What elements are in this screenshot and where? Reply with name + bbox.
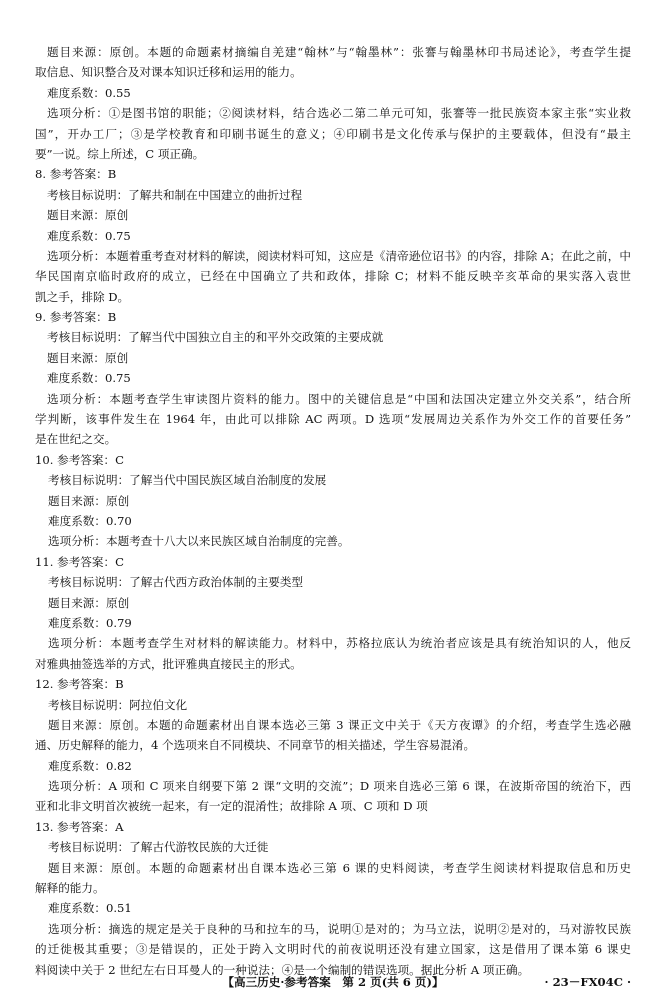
- footer-code: · 23－FX04C ·: [544, 975, 631, 989]
- source-line: 解释的能力。: [35, 881, 105, 896]
- footer-page-info: 【高三历史·参考答案 第 2 页(共 6 页)】: [222, 975, 444, 989]
- analysis-line: 的迁徙极其重要；③是错误的，正处于跨入文明时代的前夜说明还没有建立国家，这是借用了课本第 6 课史: [35, 942, 631, 957]
- analysis-line: 要”一说。综上所述，C 项正确。: [35, 146, 205, 161]
- analysis-line: 选项分析：本题考查学生对材料的解读能力。材料中，苏格拉底认为统治者应该是具有统治知识的人，他反: [48, 636, 631, 651]
- analysis-line: 选项分析：本题考查十八大以来民族区域自治制度的完善。: [48, 534, 350, 549]
- analysis-line: 选项分析：A 项和 C 项来自纲要下第 2 课“文明的交流”；D 项来自选必三第 6 课，在波斯帝国的统治下，西: [48, 779, 631, 794]
- analysis-line: 华民国南京临时政府的成立，已经在中国确立了共和政体，排除 C；材料不能反映辛亥革命的果实落入袁世: [35, 269, 631, 284]
- analysis-line: 对雅典抽签选举的方式，批评雅典直接民主的形式。: [35, 656, 302, 671]
- source-line: 题目来源：原创。本题的命题素材摘编自羌建“翰林”与“翰墨林”：张謇与翰墨林印书局述论》，考查学生提: [47, 45, 631, 59]
- source-line: 题目来源：原创: [47, 208, 129, 223]
- difficulty-line: 难度系数：0.75: [47, 371, 131, 386]
- analysis-line: 国”，开办工厂；③是学校教育和印刷书诞生的意义；④印刷书是文化传承与保护的主要载体，但没有“最主: [35, 126, 631, 141]
- source-line: 题目来源：原创。本题的命题素材出自课本选必三第 3 课正文中关于《天方夜谭》的介绍，考查学生选必融: [48, 717, 631, 732]
- goal-line: 考核目标说明：了解当代中国独立自主的和平外交政策的主要成就: [47, 330, 384, 345]
- goal-line: 考核目标说明：了解当代中国民族区域自治制度的发展: [48, 473, 327, 488]
- difficulty-line: 难度系数：0.55: [47, 85, 131, 100]
- source-line: 题目来源：原创: [48, 595, 130, 610]
- source-line: 取信息、知识整合及对课本知识迁移和运用的能力。: [35, 65, 302, 80]
- analysis-line: 选项分析：摘选的规定是关于良种的马和拉车的马，说明①是对的；为马立法，说明②是对的，马对游牧民族: [48, 921, 631, 936]
- difficulty-line: 难度系数：0.51: [48, 901, 132, 916]
- analysis-line: 学判断，该事件发生在 1964 年，由此可以排除 AC 两项。D 选项“发展周边关系作为外交工作的首要任务”: [35, 412, 631, 427]
- answer-heading: 10. 参考答案：C: [35, 452, 124, 467]
- source-line: 通、历史解释的能力，4 个选项来自不同模块、不同章节的相关描述，学生容易混淆。: [35, 738, 476, 753]
- answer-key-content: [35, 42, 631, 980]
- difficulty-line: 难度系数：0.82: [48, 758, 132, 773]
- difficulty-line: 难度系数：0.75: [47, 228, 131, 243]
- answer-heading: 9. 参考答案：B: [35, 310, 117, 325]
- answer-heading: 12. 参考答案：B: [35, 677, 124, 692]
- source-line: 题目来源：原创: [48, 493, 130, 508]
- analysis-line: 选项分析：本题考查学生审读图片资料的能力。图中的关键信息是“中国和法国决定建立外交关系”，结合所: [47, 391, 631, 406]
- goal-line: 考核目标说明：了解共和制在中国建立的曲折过程: [47, 187, 303, 202]
- answer-heading: 8. 参考答案：B: [35, 167, 117, 182]
- analysis-line: 选项分析：本题着重考查对材料的解读，阅读材料可知，这应是《清帝逊位诏书》的内容，排除 A；在此之前，中: [47, 248, 631, 263]
- answer-heading: 11. 参考答案：C: [35, 554, 124, 569]
- answer-heading: 13. 参考答案：A: [35, 819, 124, 834]
- source-line: 题目来源：原创: [47, 350, 129, 365]
- source-line: 题目来源：原创。本题的命题素材出自课本选必三第 6 课的史料阅读，考查学生阅读材料提取信息和历史: [48, 860, 631, 875]
- page-footer: [35, 972, 631, 992]
- analysis-line: 亚和北非文明首次被统一起来，有一定的混淆性；故排除 A 项、C 项和 D 项: [35, 799, 428, 814]
- difficulty-line: 难度系数：0.79: [48, 615, 132, 630]
- analysis-line: 凯之手，排除 D。: [35, 289, 130, 304]
- goal-line: 考核目标说明：了解古代西方政治体制的主要类型: [48, 575, 304, 590]
- goal-line: 考核目标说明：了解古代游牧民族的大迁徙: [48, 840, 269, 855]
- goal-line: 考核目标说明：阿拉伯文化: [48, 697, 188, 712]
- difficulty-line: 难度系数：0.70: [48, 513, 132, 528]
- analysis-line: 料阅读中关于 2 世纪左右日耳曼人的一种说法；④是一个编制的错误选项。据此分析 A 项正确。: [35, 962, 530, 977]
- analysis-line: 选项分析：①是图书馆的职能；②阅读材料，结合选必二第二单元可知，张謇等一批民族资本家主张“实业救: [47, 106, 631, 121]
- analysis-line: 是在世纪之交。: [35, 432, 117, 447]
